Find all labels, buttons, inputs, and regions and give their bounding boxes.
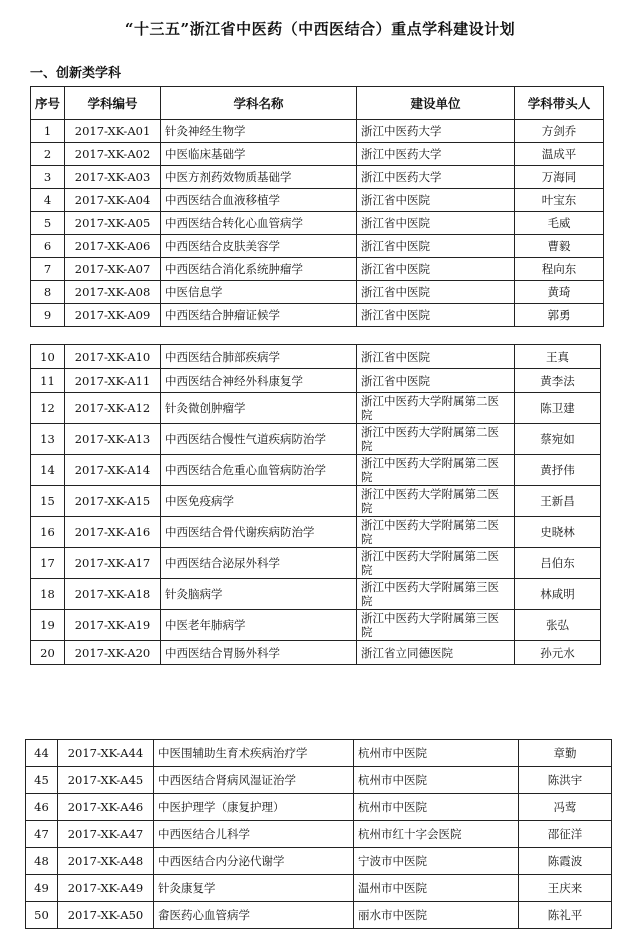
cell-leader: 王新昌 [515,486,601,517]
table-row [31,166,604,189]
cell-no: 10 [31,345,65,369]
subject-table-3 [25,739,612,929]
cell-code: 2017-XK-A13 [65,424,161,455]
table-row [31,235,604,258]
cell-name: 中西医结合骨代谢疾病防治学 [161,517,357,548]
cell-unit: 浙江省中医院 [357,369,515,393]
table-row [26,848,612,875]
cell-name: 畲医药心血管病学 [154,902,354,929]
cell-unit: 浙江中医药大学 [357,120,515,143]
cell-no: 12 [31,393,65,424]
cell-leader: 万海同 [515,166,604,189]
cell-code: 2017-XK-A08 [65,281,161,304]
table-row [31,212,604,235]
cell-code: 2017-XK-A46 [58,794,154,821]
table-row [31,345,601,369]
cell-code: 2017-XK-A18 [65,579,161,610]
cell-leader: 张弘 [515,610,601,641]
cell-no: 4 [31,189,65,212]
cell-leader: 章勤 [519,740,612,767]
cell-name: 中医方剂药效物质基础学 [161,166,357,189]
cell-leader: 温成平 [515,143,604,166]
table-row [31,143,604,166]
cell-leader: 陈霞波 [519,848,612,875]
section-heading: 一、创新类学科 [30,66,122,81]
cell-no: 50 [26,902,58,929]
cell-code: 2017-XK-A47 [58,821,154,848]
table-row [26,821,612,848]
table-row [26,740,612,767]
cell-code: 2017-XK-A16 [65,517,161,548]
table-row [26,794,612,821]
cell-name: 中医临床基础学 [161,143,357,166]
cell-name: 中西医结合肾病风湿证治学 [154,767,354,794]
cell-unit: 浙江省中医院 [357,345,515,369]
cell-leader: 黄抒伟 [515,455,601,486]
cell-unit: 浙江中医药大学附属第二医院 [357,548,515,579]
cell-no: 17 [31,548,65,579]
cell-no: 46 [26,794,58,821]
cell-no: 5 [31,212,65,235]
cell-name: 中西医结合皮肤美容学 [161,235,357,258]
table-row [31,369,601,393]
table-row [31,120,604,143]
cell-no: 47 [26,821,58,848]
cell-no: 49 [26,875,58,902]
cell-unit: 浙江省中医院 [357,281,515,304]
cell-no: 14 [31,455,65,486]
cell-code: 2017-XK-A10 [65,345,161,369]
cell-leader: 史晓林 [515,517,601,548]
cell-code: 2017-XK-A09 [65,304,161,327]
cell-no: 2 [31,143,65,166]
cell-code: 2017-XK-A06 [65,235,161,258]
cell-name: 中医护理学（康复护理） [154,794,354,821]
header-unit: 建设单位 [357,87,515,120]
cell-name: 中医老年肺病学 [161,610,357,641]
table-row [26,767,612,794]
cell-code: 2017-XK-A12 [65,393,161,424]
cell-code: 2017-XK-A50 [58,902,154,929]
cell-no: 13 [31,424,65,455]
cell-unit: 浙江省中医院 [357,235,515,258]
cell-code: 2017-XK-A05 [65,212,161,235]
cell-name: 中西医结合儿科学 [154,821,354,848]
cell-code: 2017-XK-A11 [65,369,161,393]
cell-name: 中医免疫病学 [161,486,357,517]
cell-unit: 浙江中医药大学附属第二医院 [357,486,515,517]
header-name: 学科名称 [161,87,357,120]
cell-unit: 浙江中医药大学 [357,166,515,189]
cell-no: 8 [31,281,65,304]
table-row [31,610,601,641]
cell-no: 45 [26,767,58,794]
cell-name: 针灸微创肿瘤学 [161,393,357,424]
cell-leader: 曹毅 [515,235,604,258]
cell-leader: 王庆来 [519,875,612,902]
cell-unit: 杭州市中医院 [354,767,519,794]
cell-leader: 陈洪宇 [519,767,612,794]
cell-leader: 吕伯东 [515,548,601,579]
cell-unit: 浙江省中医院 [357,258,515,281]
cell-name: 中西医结合转化心血管病学 [161,212,357,235]
table-row [31,304,604,327]
cell-name: 中西医结合泌尿外科学 [161,548,357,579]
cell-name: 中西医结合神经外科康复学 [161,369,357,393]
table-row [31,641,601,665]
cell-code: 2017-XK-A01 [65,120,161,143]
table-row [31,579,601,610]
cell-code: 2017-XK-A04 [65,189,161,212]
cell-unit: 浙江中医药大学 [357,143,515,166]
cell-unit: 浙江中医药大学附属第二医院 [357,393,515,424]
cell-unit: 丽水市中医院 [354,902,519,929]
cell-no: 1 [31,120,65,143]
cell-name: 中西医结合肿瘤证候学 [161,304,357,327]
cell-unit: 浙江中医药大学附属第二医院 [357,424,515,455]
cell-code: 2017-XK-A45 [58,767,154,794]
cell-leader: 王真 [515,345,601,369]
cell-code: 2017-XK-A15 [65,486,161,517]
cell-code: 2017-XK-A20 [65,641,161,665]
cell-name: 中西医结合胃肠外科学 [161,641,357,665]
cell-no: 18 [31,579,65,610]
table-row [31,424,601,455]
cell-name: 针灸康复学 [154,875,354,902]
cell-no: 3 [31,166,65,189]
table-row [31,189,604,212]
cell-no: 11 [31,369,65,393]
cell-leader: 陈礼平 [519,902,612,929]
cell-code: 2017-XK-A07 [65,258,161,281]
cell-no: 6 [31,235,65,258]
cell-unit: 浙江省中医院 [357,189,515,212]
cell-no: 16 [31,517,65,548]
subject-table-2 [30,344,601,665]
header-leader: 学科带头人 [515,87,604,120]
cell-leader: 方剑乔 [515,120,604,143]
subject-table-1 [30,86,604,327]
cell-name: 中西医结合内分泌代谢学 [154,848,354,875]
table-row [31,486,601,517]
cell-name: 中医围辅助生育术疾病治疗学 [154,740,354,767]
table-row [26,902,612,929]
cell-code: 2017-XK-A14 [65,455,161,486]
table-row [31,548,601,579]
cell-unit: 浙江中医药大学附属第二医院 [357,517,515,548]
cell-unit: 宁波市中医院 [354,848,519,875]
table-row [31,281,604,304]
cell-code: 2017-XK-A49 [58,875,154,902]
cell-unit: 杭州市中医院 [354,740,519,767]
table-row [31,517,601,548]
cell-no: 19 [31,610,65,641]
cell-unit: 杭州市中医院 [354,794,519,821]
table-row [31,393,601,424]
document-title: “十三五”浙江省中医药（中西医结合）重点学科建设计划 [124,20,516,38]
cell-no: 9 [31,304,65,327]
cell-code: 2017-XK-A48 [58,848,154,875]
header-code: 学科编号 [65,87,161,120]
cell-code: 2017-XK-A44 [58,740,154,767]
cell-unit: 浙江中医药大学附属第三医院 [357,579,515,610]
cell-leader: 叶宝东 [515,189,604,212]
cell-leader: 程向东 [515,258,604,281]
table-row [31,258,604,281]
table-row [31,455,601,486]
cell-leader: 黄琦 [515,281,604,304]
cell-unit: 浙江省中医院 [357,212,515,235]
cell-leader: 郭勇 [515,304,604,327]
cell-code: 2017-XK-A03 [65,166,161,189]
table-row [26,875,612,902]
cell-leader: 邵征洋 [519,821,612,848]
cell-leader: 林咸明 [515,579,601,610]
cell-name: 中西医结合肺部疾病学 [161,345,357,369]
cell-unit: 浙江省立同德医院 [357,641,515,665]
header-no: 序号 [31,87,65,120]
cell-leader: 冯莺 [519,794,612,821]
cell-code: 2017-XK-A02 [65,143,161,166]
cell-leader: 黄李法 [515,369,601,393]
cell-name: 中西医结合危重心血管病防治学 [161,455,357,486]
cell-leader: 蔡宛如 [515,424,601,455]
cell-leader: 孙元水 [515,641,601,665]
cell-unit: 温州市中医院 [354,875,519,902]
cell-leader: 毛威 [515,212,604,235]
cell-code: 2017-XK-A17 [65,548,161,579]
cell-name: 针灸脑病学 [161,579,357,610]
cell-no: 48 [26,848,58,875]
cell-unit: 杭州市红十字会医院 [354,821,519,848]
cell-code: 2017-XK-A19 [65,610,161,641]
cell-no: 44 [26,740,58,767]
cell-name: 中医信息学 [161,281,357,304]
cell-unit: 浙江省中医院 [357,304,515,327]
cell-no: 15 [31,486,65,517]
cell-name: 中西医结合血液移植学 [161,189,357,212]
cell-name: 针灸神经生物学 [161,120,357,143]
cell-unit: 浙江中医药大学附属第三医院 [357,610,515,641]
cell-no: 7 [31,258,65,281]
cell-name: 中西医结合消化系统肿瘤学 [161,258,357,281]
cell-name: 中西医结合慢性气道疾病防治学 [161,424,357,455]
cell-no: 20 [31,641,65,665]
cell-leader: 陈卫建 [515,393,601,424]
cell-unit: 浙江中医药大学附属第二医院 [357,455,515,486]
